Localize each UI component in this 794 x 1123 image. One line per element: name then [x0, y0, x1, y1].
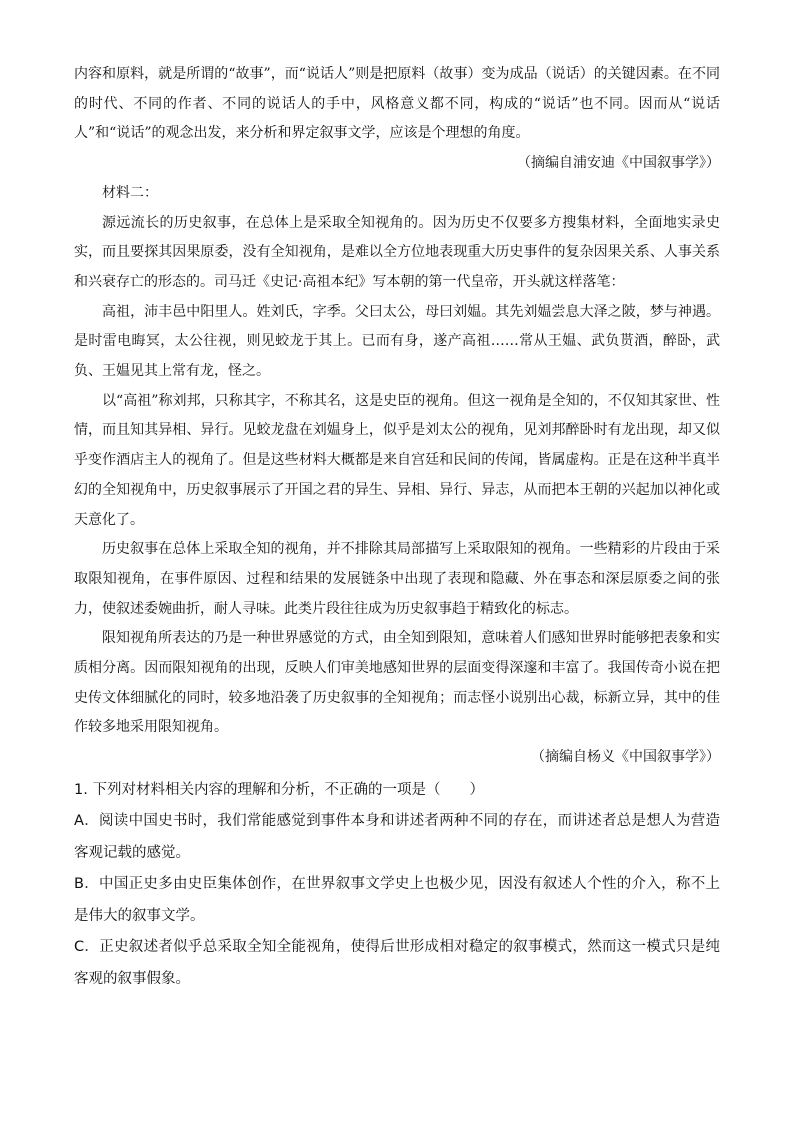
material2-source: （摘编自杨义《中国叙事学》） [531, 749, 720, 766]
material2-paragraph-5: 限知视角所表达的乃是一种世界感觉的方式，由全知到限知，意味着人们感知世界时能够把表象和实质相分离。因而限知视角的出现，反映人们审美地感知世界的层面变得深邃和丰富了。我国传奇小说在把史传文体细腻化的同时，较多地沿袭了历史叙事的全知视角；而志怪小说别出心裁，标新立异，其中的佳作较多地采用限知视角。 [74, 630, 720, 736]
question-stem: 1. 下列对材料相关内容的理解和分析，不正确的一项是（ ） [74, 781, 484, 798]
material2-heading: 材料二： [102, 184, 158, 201]
material2-paragraph-1: 源远流长的历史叙事，在总体上是采取全知视角的。因为历史不仅要多方搜集材料，全面地实录史实，而且要探其因果原委，没有全知视角，是难以全方位地表现重大历史事件的复杂因果关系、人事关系和兴衰存亡的形态的。司马迁《史记·高祖本纪》写本朝的第一代皇帝，开头就这样落笔： [74, 214, 720, 290]
option-a: A．阅读中国史书时，我们常能感觉到事件本身和讲述者两种不同的存在，而讲述者总是想人为营造客观记载的感觉。 [74, 813, 720, 861]
document-page [74, 60, 720, 995]
material2-paragraph-4: 历史叙事在总体上采取全知的视角，并不排除其局部描写上采取限知的视角。一些精彩的片段由于采取限知视角，在事件原因、过程和结果的发展链条中出现了表现和隐藏、外在事态和深层原委之间的张力，使叙述委婉曲折，耐人寻味。此类片段往往成为历史叙事趋于精致化的标志。 [74, 541, 720, 617]
material1-tail-paragraph: 内容和原料，就是所谓的“故事”，而“说话人”则是把原料（故事）变为成品（说话）的关键因素。在不同的时代、不同的作者、不同的说话人的手中，风格意义都不同，构成的“说话”也不同。因而从“说话人”和“说话”的观念出发，来分析和界定叙事文学，应该是个理想的角度。 [74, 66, 720, 142]
material2-quote-paragraph: 高祖，沛丰邑中阳里人。姓刘氏，字季。父曰太公，母曰刘媪。其先刘媪尝息大泽之陂，梦与神遇。是时雷电晦冥，太公往视，则见蛟龙于其上。已而有身，遂产高祖……常从王媪、武负贳酒，醉卧，武负、王媪见其上常有龙，怪之。 [74, 303, 720, 380]
material1-source: （摘编自浦安迪《中国叙事学》） [517, 155, 720, 172]
option-b: B．中国正史多由史臣集体创作，在世界叙事文学史上也极少见，因没有叙述人个性的介入，称不上是伟大的叙事文学。 [74, 876, 720, 924]
material2-paragraph-3: 以“高祖”称刘邦，只称其字，不称其名，这是史臣的视角。但这一视角是全知的，不仅知其家世、性情，而且知其异相、异行。见蛟龙盘在刘媪身上，似乎是刘太公的视角，见刘邦醉卧时有龙出现，却又似乎变作酒店主人的视角了。但是这些材料大概都是来自宫廷和民间的传闻，皆属虚构。正是在这种半真半幻的全知视角中，历史叙事展示了开国之君的异生、异相、异行、异志，从而把本王朝的兴起加以神化或天意化了。 [74, 392, 720, 528]
option-c: C．正史叙述者似乎总采取全知全能视角，使得后世形成相对稳定的叙事模式，然而这一模式只是纯客观的叙事假象。 [74, 939, 720, 987]
